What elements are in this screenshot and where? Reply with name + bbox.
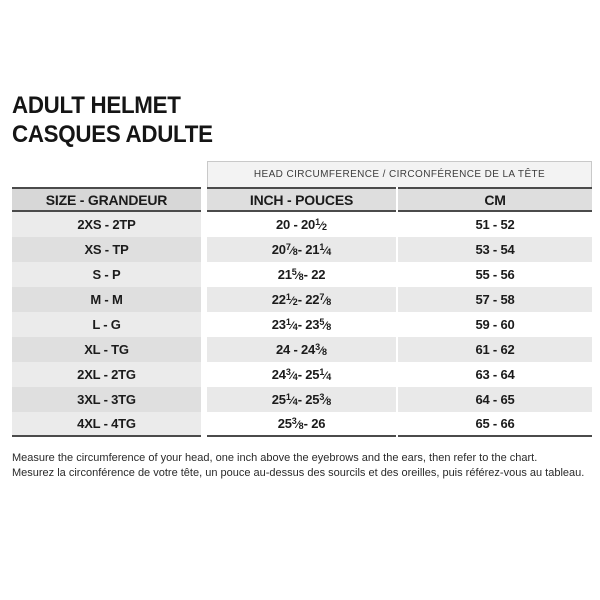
table-row bbox=[12, 387, 592, 412]
cm-cell: 57 - 58 bbox=[398, 287, 592, 312]
column-header-cm: CM bbox=[398, 187, 592, 212]
cm-cell: 64 - 65 bbox=[398, 387, 592, 412]
footnote-en: Measure the circumference of your head, one inch above the eyebrows and the ears, then refer to the chart. bbox=[12, 452, 538, 464]
cm-cell: 59 - 60 bbox=[398, 312, 592, 337]
table-header-row bbox=[12, 187, 592, 212]
page-title bbox=[12, 92, 213, 149]
footnote-fr: Mesurez la circonférence de votre tête, un pouce au-dessus des sourcils et des oreilles, puis référez-vous au tableau. bbox=[12, 466, 585, 479]
page-title-en: ADULT HELMET bbox=[12, 92, 181, 119]
table-row bbox=[12, 312, 592, 337]
size-cell: S - P bbox=[12, 262, 201, 287]
inch-cell: 20 $^7⁄_8$ - 21 $^1⁄_4$ bbox=[207, 237, 396, 262]
table-row bbox=[12, 362, 592, 387]
size-cell: XL - TG bbox=[12, 337, 201, 362]
inch-cell: 25 $^1⁄_4$ - 25 $^3⁄_8$ bbox=[207, 387, 396, 412]
span-header-head-circumference: HEAD CIRCUMFERENCE / CIRCONFÉRENCE DE LA TÊTE bbox=[207, 161, 592, 187]
cm-cell: 51 - 52 bbox=[398, 212, 592, 237]
inch-cell: 23 $^1⁄_4$ - 23 $^5⁄_8$ bbox=[207, 312, 396, 337]
inch-cell: 22 $^1⁄_2$ - 22 $^7⁄_8$ bbox=[207, 287, 396, 312]
inch-cell: 20 - 20 $^1⁄_2$ bbox=[207, 212, 396, 237]
table-row bbox=[12, 262, 592, 287]
size-cell: 2XL - 2TG bbox=[12, 362, 201, 387]
size-cell: M - M bbox=[12, 287, 201, 312]
table-body bbox=[12, 212, 592, 437]
inch-cell: 24 - 24 $^3⁄_8$ bbox=[207, 337, 396, 362]
span-header-row bbox=[12, 161, 592, 187]
cm-cell: 65 - 66 bbox=[398, 412, 592, 437]
size-cell: 2XS - 2TP bbox=[12, 212, 201, 237]
cm-cell: 55 - 56 bbox=[398, 262, 592, 287]
table-row bbox=[12, 337, 592, 362]
size-cell: L - G bbox=[12, 312, 201, 337]
inch-cell: 21 $^5⁄_8$ - 22 bbox=[207, 262, 396, 287]
inch-cell: 24 $^3⁄_4$ - 25 $^1⁄_4$ bbox=[207, 362, 396, 387]
cm-cell: 63 - 64 bbox=[398, 362, 592, 387]
size-cell: XS - TP bbox=[12, 237, 201, 262]
footnote bbox=[12, 451, 584, 480]
inch-cell: 25 $^3⁄_8$ - 26 bbox=[207, 412, 396, 437]
table-row bbox=[12, 212, 592, 237]
table-row bbox=[12, 412, 592, 437]
table-row bbox=[12, 287, 592, 312]
cm-cell: 53 - 54 bbox=[398, 237, 592, 262]
size-chart-table bbox=[12, 161, 592, 437]
page-title-fr: CASQUES ADULTE bbox=[12, 120, 213, 148]
cm-cell: 61 - 62 bbox=[398, 337, 592, 362]
column-header-inch: INCH - POUCES bbox=[207, 187, 396, 212]
size-cell: 4XL - 4TG bbox=[12, 412, 201, 437]
table-row bbox=[12, 237, 592, 262]
column-header-size: SIZE - GRANDEUR bbox=[12, 187, 201, 212]
size-cell: 3XL - 3TG bbox=[12, 387, 201, 412]
